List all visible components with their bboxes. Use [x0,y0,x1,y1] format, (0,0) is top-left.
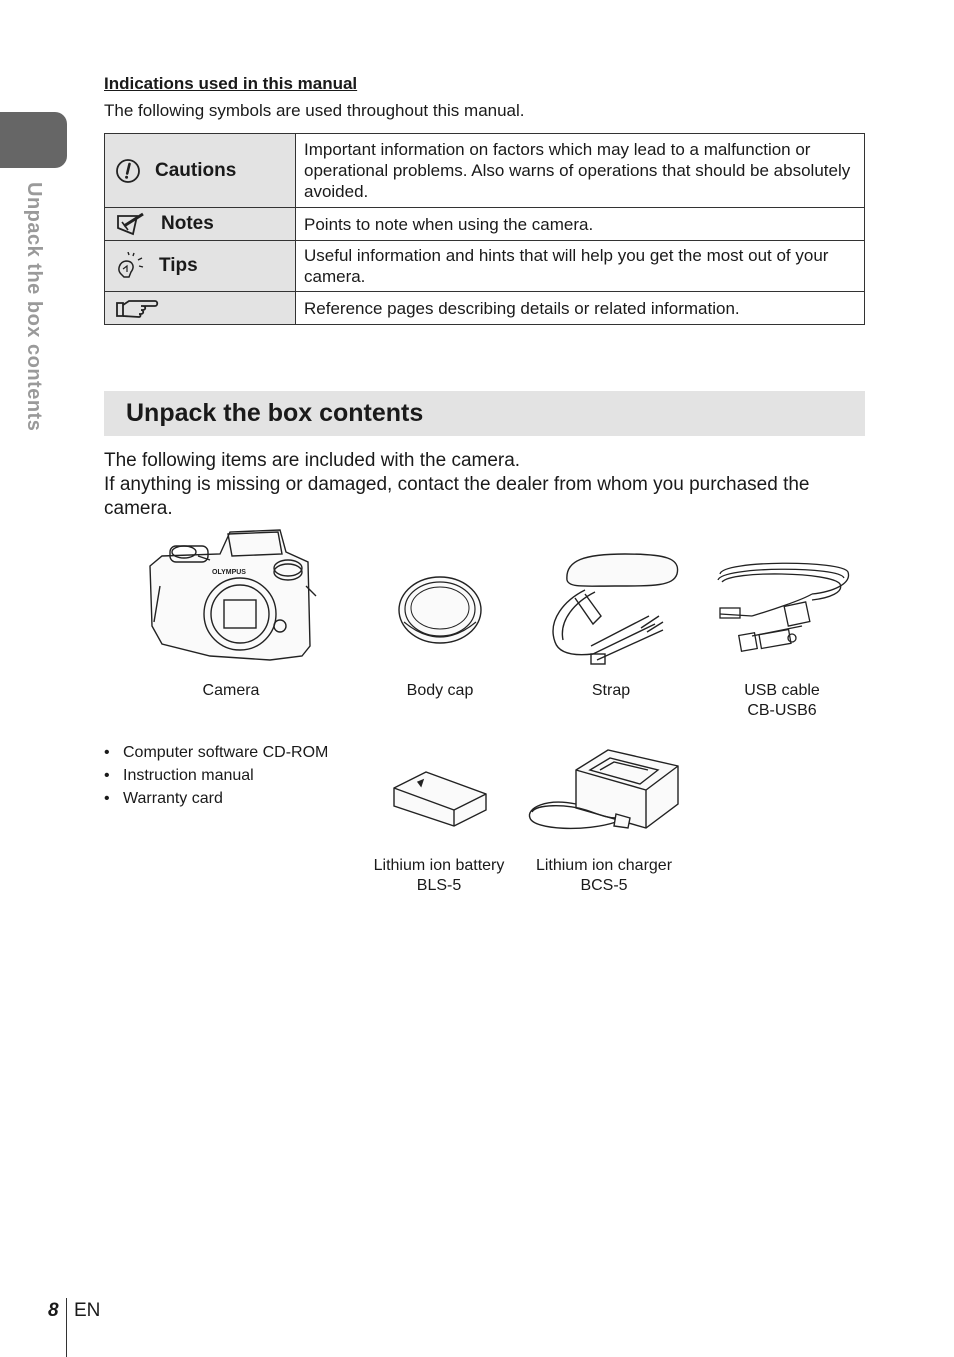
caution-icon [115,158,141,184]
reference-hand-icon [115,297,159,319]
section-intro [104,449,864,521]
usb-cable-label: USB cable [744,682,820,699]
usb-cable-illustration [712,560,852,660]
cautions-label: Cautions [155,159,237,181]
battery-image [390,768,490,830]
charger-label: Lithium ion charger [535,857,673,874]
battery-caption [364,856,514,896]
body-cap-image [396,574,484,646]
strap-caption: Strap [591,682,631,699]
charger-illustration [526,748,684,836]
intro-line-2: If anything is missing or damaged, contact the dealer from whom you purchased the camera. [104,474,810,519]
usb-cable-caption [712,681,852,721]
body-cap-illustration [396,574,484,646]
chapter-side-label: Unpack the box contents [23,182,45,432]
tips-description: Useful information and hints that will help you get the most out of your camera. [296,241,865,292]
table-row [105,292,865,325]
symbols-table [104,133,865,325]
table-row [105,208,865,241]
intro-line-1: The following items are included with the camera. [104,450,521,471]
notes-label: Notes [161,213,214,234]
charger-caption [524,856,684,896]
usb-cable-model: CB-USB6 [747,702,817,719]
charger-image [526,748,684,836]
strap-illustration [545,550,683,670]
camera-illustration [140,526,322,668]
cautions-description: Important information on factors which may lead to a malfunction or operational problems. Also warns of operations that should be absolutely avoided. [296,134,865,208]
charger-model: BCS-5 [580,877,628,894]
section-title: Unpack the box contents [126,399,424,427]
tips-label: Tips [159,255,198,276]
notes-icon [115,212,147,236]
table-row [105,134,865,208]
camera-brand-text: OLYMPUS [212,569,246,576]
reference-description: Reference pages describing details or related information. [296,292,865,325]
table-row [105,241,865,292]
footer-divider [66,1298,67,1357]
language-code: EN [74,1300,101,1321]
camera-caption: Camera [202,682,260,699]
list-item: • Computer software CD-ROM [104,741,328,764]
indications-subtitle: The following symbols are used throughout this manual. [104,101,525,120]
usb-cable-image [712,560,852,660]
tips-icon [115,252,145,280]
notes-description: Points to note when using the camera. [296,208,865,241]
page-number: 8 [48,1300,59,1321]
section-header-bar [104,391,865,436]
extras-list [104,741,328,810]
chapter-tab-marker [0,112,67,168]
body-cap-caption: Body cap [406,682,474,699]
list-item: • Instruction manual [104,764,328,787]
strap-image [545,550,683,670]
battery-model: BLS-5 [416,877,462,894]
camera-image [140,526,322,668]
list-item: • Warranty card [104,787,328,810]
battery-label: Lithium ion battery [373,857,505,874]
battery-illustration [390,768,490,830]
indications-heading: Indications used in this manual [104,74,358,93]
